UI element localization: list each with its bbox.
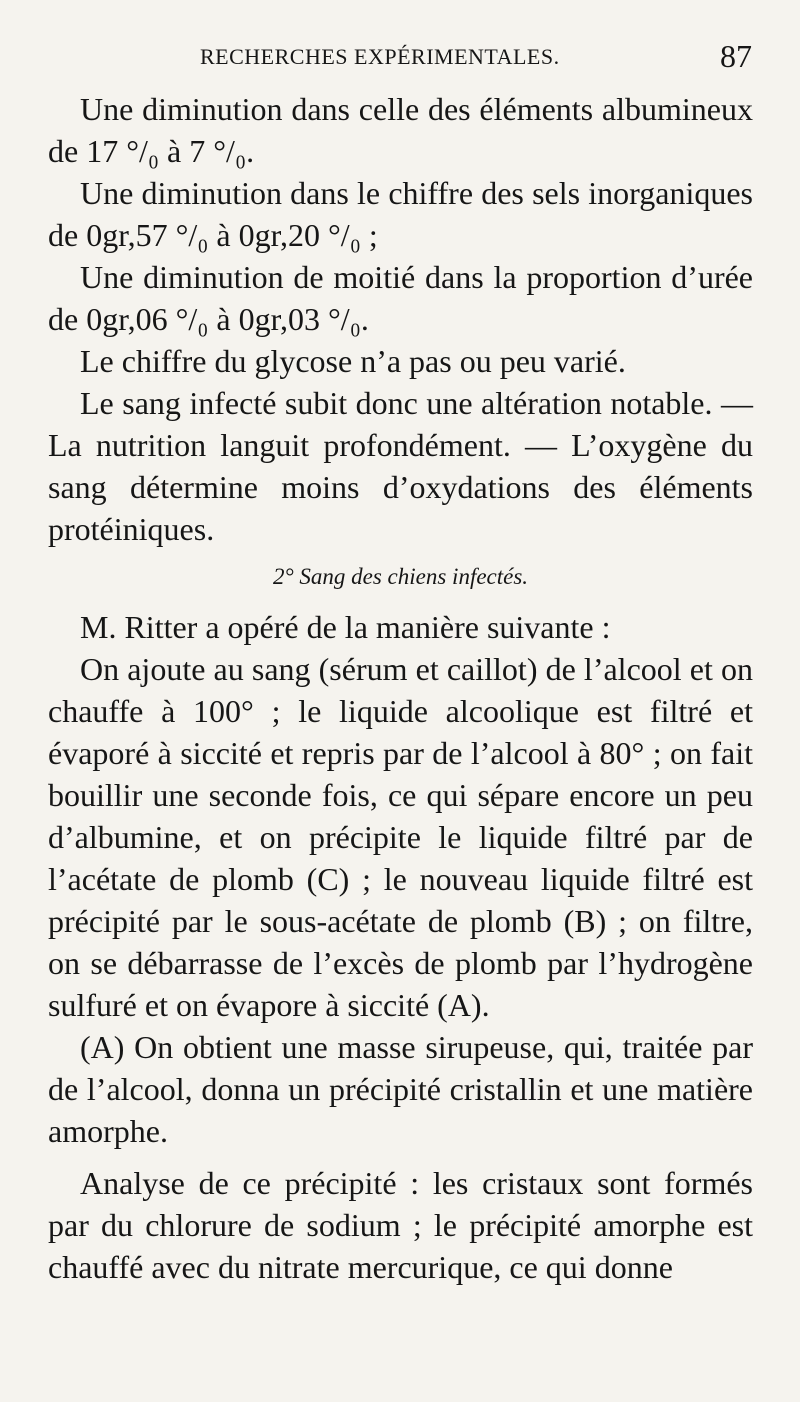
paragraph-glycose: Le chiffre du glycose n’a pas ou peu varié. [80,343,626,379]
paragraph-procedure: On ajoute au sang (sérum et caillot) de l’alcool et on chauffe à 100° ; le liquide alcoolique est filtré et évaporé à siccité et repris par de l’alcool à 80° ; on fait bouillir une seconde fois, ce qui sépare encore un peu d’albumine, et on précipite le liquide filtré par de l’acétate de plomb (C) ; le nouveau liquide filtré est précipité par le sous-acétate de plomb (B) ; on filtre, on se débarrasse de l’excès de plomb par l’hydrogène sulfuré et on évapore à siccité (A). [48,651,753,1023]
paragraph-salts: Une diminution dans le chiffre des sels inorganiques de 0gr,57 °/₀ à 0gr,20 °/₀ ; [48,175,753,253]
paragraph-result-a: (A) On obtient une masse sirupeuse, qui, traitée par de l’alcool, donna un précipité cristallin et une matière amorphe. [48,1029,753,1149]
paragraph-urea: Une diminution de moitié dans la proportion d’urée de 0gr,06 °/₀ à 0gr,03 °/₀. [48,259,753,337]
page-body [48,88,753,1288]
paragraph-albumin: Une diminution dans celle des éléments albumineux de 17 °/₀ à 7 °/₀. [48,91,753,169]
running-head: RECHERCHES EXPÉRIMENTALES. [200,44,560,69]
paragraph-altered-blood: Le sang infecté subit donc une altération notable. — La nutrition languit profondément. — L’oxygène du sang détermine moins d’oxydations des éléments protéiniques. [48,385,753,547]
paragraph-ritter: M. Ritter a opéré de la manière suivante : [80,609,611,645]
paragraph-analysis: Analyse de ce précipité : les cristaux sont formés par du chlorure de sodium ; le précipité amorphe est chauffé avec du nitrate mercurique, ce qui donne [48,1165,753,1285]
section-subheading: 2° Sang des chiens infectés. [272,564,529,589]
paragraph-gap [48,1152,753,1162]
page-header [48,40,752,80]
page-number: 87 [720,38,752,74]
